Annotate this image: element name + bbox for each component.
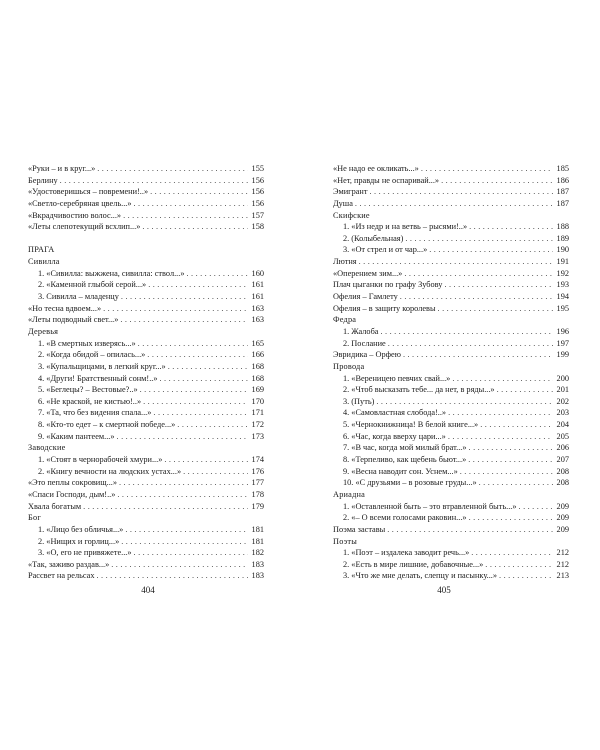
toc-entry-page: 181 bbox=[251, 524, 264, 534]
toc-entry-page: 191 bbox=[556, 257, 569, 267]
toc-entry bbox=[28, 314, 264, 326]
toc-entry-title: 2. Послание bbox=[343, 338, 386, 348]
toc-entry bbox=[333, 186, 569, 198]
toc-entry-page: 192 bbox=[556, 268, 569, 278]
dot-leader bbox=[404, 268, 553, 280]
toc-entry-title: 2. «Книгу вечности на людских устах...» bbox=[38, 466, 182, 476]
toc-entry-page: 193 bbox=[556, 280, 569, 290]
dot-leader bbox=[97, 163, 248, 175]
dot-leader bbox=[499, 570, 553, 582]
toc-entry-title: Лютня bbox=[333, 257, 357, 267]
toc-entry-page: 176 bbox=[251, 466, 264, 476]
dot-leader bbox=[468, 454, 553, 466]
toc-entry-title: Бог bbox=[28, 513, 41, 523]
toc-entry bbox=[333, 547, 569, 559]
toc-entry-title: 2. «Каменной глыбой серой...» bbox=[38, 280, 147, 290]
dot-leader bbox=[448, 407, 553, 419]
dot-leader bbox=[460, 466, 553, 478]
toc-entry bbox=[333, 233, 569, 245]
toc-entry-title: 4. «Други! Братственный сонм!..» bbox=[38, 373, 158, 383]
toc-entry-page: 161 bbox=[251, 280, 264, 290]
toc-entry bbox=[28, 524, 264, 536]
toc-entry bbox=[28, 163, 264, 175]
toc-entry-title: Заводские bbox=[28, 443, 66, 453]
toc-entry-title: 2. «Чтоб высказать тебе... да нет, в ряды...» bbox=[343, 385, 495, 395]
toc-entry bbox=[28, 536, 264, 548]
toc-entry bbox=[333, 268, 569, 280]
toc-entry bbox=[333, 570, 569, 582]
toc-entry-page: 200 bbox=[556, 373, 569, 383]
dot-leader bbox=[117, 431, 248, 443]
dot-leader bbox=[160, 373, 249, 385]
toc-entry-title: ПРАГА bbox=[28, 245, 55, 255]
toc-heading bbox=[333, 536, 569, 548]
toc-entry-title: 1. «Из недр и на ветвь – рысями!..» bbox=[343, 222, 468, 232]
dot-leader bbox=[134, 547, 248, 559]
toc-entry-title: Душа bbox=[333, 198, 353, 208]
left-page-toc bbox=[28, 163, 264, 582]
toc-entry-page: 183 bbox=[251, 559, 264, 569]
toc-entry-page: 187 bbox=[556, 198, 569, 208]
toc-entry bbox=[28, 384, 264, 396]
toc-entry-title: 1. «Сивилла: выжжена, сивилла: ствол...» bbox=[38, 268, 185, 278]
dot-leader bbox=[403, 349, 553, 361]
toc-entry-title: «Не надо ее окликать...» bbox=[333, 164, 419, 173]
toc-heading bbox=[28, 512, 264, 524]
toc-entry-page: 177 bbox=[251, 478, 264, 488]
toc-entry-page: 187 bbox=[556, 187, 569, 197]
toc-entry-page: 212 bbox=[556, 548, 569, 558]
dot-leader bbox=[388, 338, 553, 350]
toc-entry-title: 2. «Нищих и горлиц...» bbox=[38, 536, 120, 546]
toc-entry-page: 157 bbox=[251, 210, 264, 220]
toc-entry bbox=[333, 198, 569, 210]
dot-leader bbox=[452, 373, 553, 385]
toc-entry bbox=[28, 489, 264, 501]
dot-leader bbox=[444, 279, 553, 291]
toc-entry-page: 156 bbox=[251, 175, 264, 185]
toc-entry-page: 207 bbox=[556, 455, 569, 465]
toc-entry bbox=[333, 466, 569, 478]
toc-entry-page: 179 bbox=[251, 501, 264, 511]
toc-entry-title: «Леты подводный свет...» bbox=[28, 315, 119, 325]
toc-entry bbox=[28, 570, 264, 582]
toc-entry bbox=[28, 477, 264, 489]
dot-leader bbox=[369, 186, 553, 198]
toc-entry-title: «Так, заживо раздав...» bbox=[28, 559, 110, 569]
dot-leader bbox=[469, 512, 553, 524]
toc-entry-page: 163 bbox=[251, 303, 264, 313]
toc-entry bbox=[333, 407, 569, 419]
toc-entry-title: «Светло-серебряная цвель...» bbox=[28, 198, 132, 208]
toc-entry-title: Эвридика – Орфею bbox=[333, 350, 401, 360]
toc-entry-page: 201 bbox=[556, 385, 569, 395]
toc-entry bbox=[28, 338, 264, 350]
toc-entry-page: 163 bbox=[251, 315, 264, 325]
toc-entry-page: 202 bbox=[556, 396, 569, 406]
toc-entry-page: 170 bbox=[251, 396, 264, 406]
toc-entry-title: 9. «Весна наводит сон. Уснем...» bbox=[343, 466, 458, 476]
toc-entry bbox=[333, 524, 569, 536]
toc-entry-page: 189 bbox=[556, 233, 569, 243]
dot-leader bbox=[380, 326, 553, 338]
toc-entry-page: 168 bbox=[251, 361, 264, 371]
toc-entry-title: Поэты bbox=[333, 536, 358, 546]
toc-entry bbox=[28, 349, 264, 361]
dot-leader bbox=[405, 233, 553, 245]
dot-leader bbox=[123, 210, 248, 222]
toc-entry bbox=[28, 268, 264, 280]
toc-entry-page: 181 bbox=[251, 536, 264, 546]
toc-entry-page: 188 bbox=[556, 222, 569, 232]
toc-entry-page: 205 bbox=[556, 431, 569, 441]
toc-entry-title: Деревья bbox=[28, 326, 59, 336]
toc-entry-title: «Руки – и в круг...» bbox=[28, 164, 96, 173]
toc-entry-title: Плач цыганки по графу Зубову bbox=[333, 280, 443, 290]
toc-heading bbox=[28, 244, 264, 256]
toc-heading bbox=[28, 326, 264, 338]
right-page-number: 405 bbox=[437, 585, 451, 595]
toc-entry bbox=[333, 477, 569, 489]
toc-entry-page: 212 bbox=[556, 559, 569, 569]
toc-entry-title: Офелия – Гамлету bbox=[333, 292, 398, 302]
toc-entry-title: Рассвет на рельсах bbox=[28, 571, 95, 581]
toc-entry-page: 209 bbox=[556, 524, 569, 534]
toc-entry-title: 5. «Чернокнижница! В белой книге...» bbox=[343, 420, 479, 430]
toc-entry bbox=[333, 442, 569, 454]
toc-entry-title: 3. «О, его не привяжете...» bbox=[38, 548, 132, 558]
dot-leader bbox=[497, 384, 553, 396]
toc-entry-title: 2. «Когда обидой – опилась...» bbox=[38, 350, 146, 360]
toc-entry-title: 3. «Купальщицами, в легкий круг...» bbox=[38, 361, 166, 371]
toc-entry bbox=[333, 454, 569, 466]
toc-entry-page: 208 bbox=[556, 478, 569, 488]
dot-leader bbox=[448, 431, 553, 443]
toc-entry-page: 169 bbox=[251, 385, 264, 395]
toc-entry-title: Эмигрант bbox=[333, 187, 368, 197]
toc-entry-page: 195 bbox=[556, 303, 569, 313]
toc-entry-page: 171 bbox=[251, 408, 264, 418]
toc-entry bbox=[28, 221, 264, 233]
dot-leader bbox=[60, 175, 248, 187]
toc-entry-page: 173 bbox=[251, 431, 264, 441]
dot-leader bbox=[120, 314, 248, 326]
toc-entry-page: 204 bbox=[556, 420, 569, 430]
toc-entry-title: 1. «Вереницею певчих свай...» bbox=[343, 373, 451, 383]
toc-entry-title: 4. «Самовластная слобода!..» bbox=[343, 408, 447, 418]
toc-entry bbox=[28, 466, 264, 478]
toc-entry-page: 166 bbox=[251, 350, 264, 360]
toc-entry-page: 161 bbox=[251, 292, 264, 302]
toc-entry-title: 1. «Оставленной быть – это втравленной быть...» bbox=[343, 501, 517, 511]
toc-entry-title: Офелия – в защиту королевы bbox=[333, 303, 436, 313]
toc-entry-page: 186 bbox=[556, 175, 569, 185]
dot-leader bbox=[125, 524, 248, 536]
dot-leader bbox=[387, 524, 553, 536]
toc-entry-title: «Оперением зим...» bbox=[333, 268, 403, 278]
toc-entry-title: 2. «– О всеми голосами раковин...» bbox=[343, 513, 467, 523]
toc-entry bbox=[28, 407, 264, 419]
toc-entry bbox=[333, 303, 569, 315]
toc-entry bbox=[333, 291, 569, 303]
toc-entry-page: 194 bbox=[556, 292, 569, 302]
dot-leader bbox=[400, 291, 553, 303]
toc-entry-page: 158 bbox=[251, 222, 264, 232]
right-page-toc bbox=[333, 163, 569, 582]
toc-entry-title: «Это пеплы сокровищ...» bbox=[28, 478, 117, 488]
toc-entry-page: 206 bbox=[556, 443, 569, 453]
toc-entry bbox=[333, 384, 569, 396]
dot-leader bbox=[168, 361, 248, 373]
toc-entry bbox=[333, 396, 569, 408]
toc-entry-page: 185 bbox=[556, 164, 569, 173]
toc-entry-page: 197 bbox=[556, 338, 569, 348]
toc-entry bbox=[28, 198, 264, 210]
dot-leader bbox=[421, 163, 553, 175]
toc-entry bbox=[28, 279, 264, 291]
toc-entry-title: Сивилла bbox=[28, 257, 60, 267]
toc-entry-page: 178 bbox=[251, 489, 264, 499]
toc-entry-page: 156 bbox=[251, 198, 264, 208]
toc-heading bbox=[333, 314, 569, 326]
toc-entry-title: 1. «В смертных изверясь...» bbox=[38, 338, 136, 348]
toc-entry-title: 3. «Что же мне делать, слепцу и пасынку...» bbox=[343, 571, 498, 581]
toc-entry-title: Провода bbox=[333, 361, 365, 371]
toc-entry-title: 3. Сивилла – младенцу bbox=[38, 292, 119, 302]
toc-heading bbox=[333, 361, 569, 373]
toc-entry bbox=[28, 454, 264, 466]
toc-entry-title: 9. «Каким пантеем...» bbox=[38, 431, 115, 441]
toc-entry-title: Берлину bbox=[28, 175, 58, 185]
dot-leader bbox=[121, 536, 248, 548]
toc-entry bbox=[333, 501, 569, 513]
dot-leader bbox=[111, 559, 248, 571]
toc-entry bbox=[333, 244, 569, 256]
toc-entry-title: 3. «От стрел и от чар...» bbox=[343, 245, 428, 255]
toc-entry bbox=[333, 512, 569, 524]
toc-heading bbox=[28, 442, 264, 454]
toc-entry-page: 196 bbox=[556, 326, 569, 336]
toc-entry-title: 6. «Не краской, не кистью!..» bbox=[38, 396, 142, 406]
toc-entry bbox=[333, 279, 569, 291]
toc-entry bbox=[28, 186, 264, 198]
toc-entry-page: 209 bbox=[556, 501, 569, 511]
toc-entry bbox=[28, 373, 264, 385]
dot-leader bbox=[186, 268, 248, 280]
toc-entry bbox=[28, 303, 264, 315]
dot-leader bbox=[138, 338, 248, 350]
dot-leader bbox=[96, 570, 248, 582]
dot-leader bbox=[121, 291, 248, 303]
toc-entry-title: 7. «В час, когда мой милый брат...» bbox=[343, 443, 467, 453]
dot-leader bbox=[429, 244, 553, 256]
toc-entry bbox=[28, 396, 264, 408]
toc-entry-page: 209 bbox=[556, 513, 569, 523]
toc-entry bbox=[28, 291, 264, 303]
toc-entry-title: 1. «Поэт – издалека заводит речь...» bbox=[343, 548, 470, 558]
dot-leader bbox=[469, 442, 553, 454]
toc-entry bbox=[28, 210, 264, 222]
toc-entry-page: 156 bbox=[251, 187, 264, 197]
toc-entry-page: 208 bbox=[556, 466, 569, 476]
toc-entry-title: Хвала богатым bbox=[28, 501, 82, 511]
dot-leader bbox=[359, 256, 553, 268]
toc-entry-page: 172 bbox=[251, 420, 264, 430]
toc-entry bbox=[28, 419, 264, 431]
toc-entry bbox=[333, 419, 569, 431]
toc-entry bbox=[333, 256, 569, 268]
dot-leader bbox=[480, 419, 553, 431]
dot-leader bbox=[441, 175, 553, 187]
toc-entry-page: 183 bbox=[251, 571, 264, 581]
dot-leader bbox=[134, 198, 249, 210]
dot-leader bbox=[83, 501, 248, 513]
toc-heading bbox=[333, 489, 569, 501]
toc-entry bbox=[333, 221, 569, 233]
toc-entry-title: Федра bbox=[333, 315, 357, 325]
dot-leader bbox=[479, 477, 553, 489]
toc-entry-title: 6. «Час, когда вверху цари...» bbox=[343, 431, 446, 441]
dot-leader bbox=[177, 419, 248, 431]
toc-entry bbox=[333, 175, 569, 187]
dot-leader bbox=[471, 547, 553, 559]
toc-entry bbox=[28, 431, 264, 443]
toc-entry-page: 174 bbox=[251, 455, 264, 465]
toc-entry bbox=[28, 547, 264, 559]
toc-entry-title: «Леты слепотекущий всхлип...» bbox=[28, 222, 141, 232]
toc-entry-title: 5. «Беглецы? – Вестовые?..» bbox=[38, 385, 138, 395]
dot-leader bbox=[147, 349, 248, 361]
toc-entry-page: 165 bbox=[251, 338, 264, 348]
toc-entry bbox=[28, 501, 264, 513]
toc-entry-page: 199 bbox=[556, 350, 569, 360]
toc-entry-title: Ариадна bbox=[333, 489, 366, 499]
dot-leader bbox=[148, 279, 248, 291]
toc-entry-title: 2. «Есть в мире лишние, добавочные...» bbox=[343, 559, 484, 569]
toc-entry-page: 213 bbox=[556, 571, 569, 581]
toc-entry-title: 7. «Та, что без видения спала...» bbox=[38, 408, 152, 418]
toc-entry bbox=[333, 431, 569, 443]
toc-entry-page: 155 bbox=[251, 164, 264, 173]
dot-leader bbox=[164, 454, 248, 466]
toc-entry-page: 190 bbox=[556, 245, 569, 255]
toc-entry bbox=[333, 559, 569, 571]
toc-entry-title: 10. «С друзьями – в розовые груды...» bbox=[343, 478, 477, 488]
dot-leader bbox=[438, 303, 553, 315]
toc-entry-title: 3. (Путь) bbox=[343, 396, 375, 406]
dot-leader bbox=[143, 396, 248, 408]
dot-leader bbox=[183, 466, 248, 478]
dot-leader bbox=[469, 221, 553, 233]
dot-leader bbox=[117, 489, 248, 501]
toc-entry-title: «Нет, правды не оспаривай...» bbox=[333, 175, 440, 185]
toc-entry-page: 203 bbox=[556, 408, 569, 418]
toc-entry-title: 1. «Стоят в чернорабочей хмури...» bbox=[38, 455, 163, 465]
toc-entry bbox=[28, 175, 264, 187]
dot-leader bbox=[485, 559, 553, 571]
toc-entry bbox=[28, 559, 264, 571]
dot-leader bbox=[140, 384, 248, 396]
toc-entry-title: Скифские bbox=[333, 210, 370, 220]
toc-entry-page: 160 bbox=[251, 268, 264, 278]
toc-entry-page: 182 bbox=[251, 548, 264, 558]
toc-entry-title: 1. Жалоба bbox=[343, 326, 379, 336]
toc-heading bbox=[28, 256, 264, 268]
toc-entry-page: 168 bbox=[251, 373, 264, 383]
dot-leader bbox=[376, 396, 553, 408]
dot-leader bbox=[119, 477, 248, 489]
toc-entry bbox=[333, 163, 569, 175]
toc-entry bbox=[333, 326, 569, 338]
dot-leader bbox=[142, 221, 248, 233]
toc-entry bbox=[333, 373, 569, 385]
toc-entry-title: «Спаси Господи, дым!..» bbox=[28, 489, 116, 499]
toc-entry bbox=[333, 338, 569, 350]
dot-leader bbox=[153, 407, 248, 419]
dot-leader bbox=[150, 186, 248, 198]
toc-entry-title: «Вкрадчивостию волос...» bbox=[28, 210, 122, 220]
toc-heading bbox=[333, 210, 569, 222]
toc-entry bbox=[28, 361, 264, 373]
toc-entry-title: 2. (Колыбельная) bbox=[343, 233, 404, 243]
toc-entry-title: 8. «Терпеливо, как щебень бьют...» bbox=[343, 455, 467, 465]
left-page-number: 404 bbox=[141, 585, 155, 595]
toc-entry-title: «Удостоверишься – повремени!..» bbox=[28, 187, 149, 197]
toc-entry-title: 8. «Кто-то едет – к смертной победе...» bbox=[38, 420, 176, 430]
toc-entry-title: «Но тесна вдвоем...» bbox=[28, 303, 102, 313]
toc-entry-title: Поэма заставы bbox=[333, 524, 386, 534]
toc-entry bbox=[333, 349, 569, 361]
dot-leader bbox=[103, 303, 248, 315]
toc-entry-title: 1. «Лицо без обличья...» bbox=[38, 524, 124, 534]
dot-leader bbox=[355, 198, 553, 210]
dot-leader bbox=[519, 501, 553, 513]
